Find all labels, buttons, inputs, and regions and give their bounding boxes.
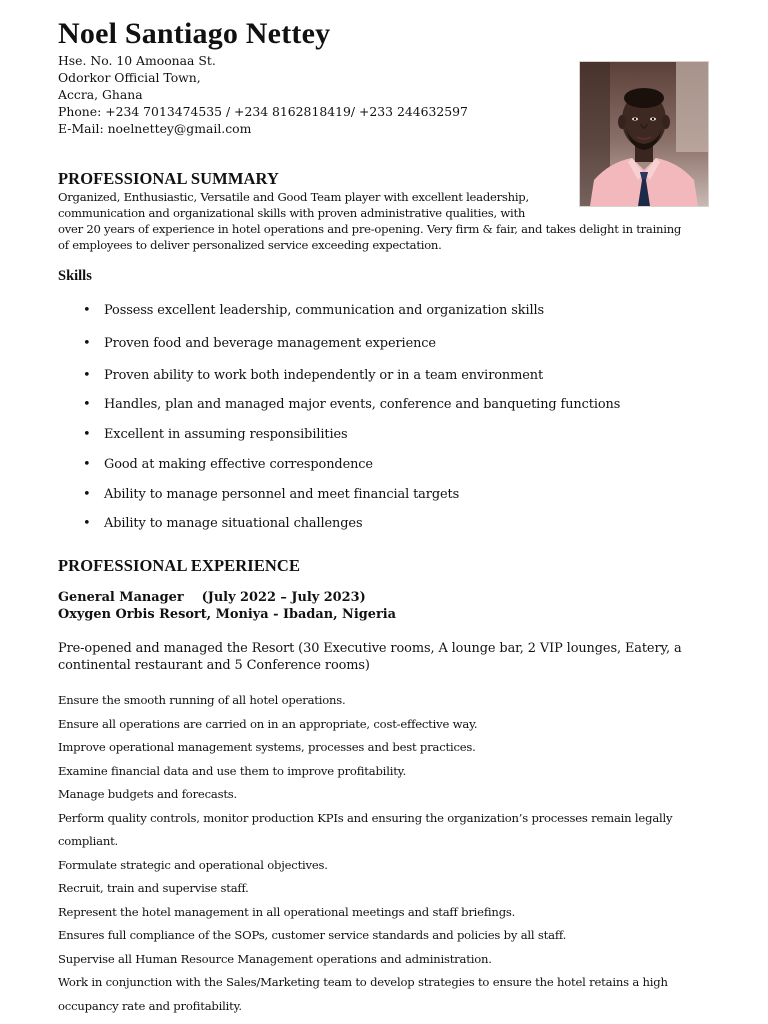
duty-line: compliant. [58, 834, 119, 848]
job-intro [58, 640, 738, 674]
candidate-name: Noel Santiago Nettey [58, 17, 331, 50]
job-intro-line: Pre-opened and managed the Resort (30 Executive rooms, A lounge bar, 2 VIP lounges, Eatery, a [58, 641, 682, 656]
summary-line: communication and organizational skills with proven administrative qualities, with [58, 206, 526, 220]
skill-text: Proven food and beverage management experience [104, 336, 436, 351]
duty-line: Examine financial data and use them to improve profitability. [58, 763, 406, 778]
duty-line: Ensures full compliance of the SOPs, customer service standards and policies by all staff. [58, 928, 567, 942]
duty-line: occupancy rate and profitability. [58, 998, 242, 1013]
duty-line: Ensure all operations are carried on in an appropriate, cost-effective way. [58, 716, 478, 731]
job-title-text: General Manager (July 2022 – July 2023) [58, 590, 366, 605]
bullet-icon: • [83, 336, 91, 351]
duty-line: Represent the hotel management in all operational meetings and staff briefings. [58, 904, 516, 919]
duties-list [58, 689, 748, 1018]
summary-heading: PROFESSIONAL SUMMARY [58, 169, 279, 188]
skill-text: Ability to manage situational challenges [104, 516, 363, 531]
summary-line: over 20 years of experience in hotel operations and pre-opening. Very firm & fair, and takes delight in training [58, 222, 682, 236]
summary-line: of employees to deliver personalized service exceeding expectation. [58, 238, 442, 252]
bullet-icon: • [83, 487, 91, 502]
skill-text: Possess excellent leadership, communication and organization skills [104, 303, 545, 318]
duty-line: Formulate strategic and operational objectives. [58, 857, 328, 872]
experience-heading: PROFESSIONAL EXPERIENCE [58, 556, 301, 575]
bullet-icon: • [83, 303, 91, 318]
address-line-2: Odorkor Official Town, [58, 70, 201, 85]
summary-paragraph [58, 189, 728, 253]
duty-line: Work in conjunction with the Sales/Marketing team to develop strategies to ensure the hotel retains a high [58, 975, 668, 989]
job-intro-line: continental restaurant and 5 Conference rooms) [58, 658, 370, 673]
address-line-1: Hse. No. 10 Amoonaa St. [58, 53, 216, 68]
bullet-icon: • [83, 397, 91, 412]
profile-photo-image [580, 62, 708, 206]
skill-text: Excellent in assuming responsibilities [104, 427, 348, 442]
phone-line: Phone: +234 7013474535 / +234 8162818419/ +233 244632597 [58, 104, 468, 119]
job-company: Oxygen Orbis Resort, Moniya - Ibadan, Nigeria [58, 607, 396, 622]
bullet-icon: • [83, 368, 91, 383]
contact-block [58, 52, 468, 137]
skills-heading: Skills [58, 268, 92, 284]
profile-photo [579, 61, 709, 207]
duty-line: Improve operational management systems, processes and best practices. [58, 740, 476, 754]
duty-line: Manage budgets and forecasts. [58, 787, 238, 801]
bullet-icon: • [83, 516, 91, 531]
summary-line: Organized, Enthusiastic, Versatile and Good Team player with excellent leadership, [58, 190, 529, 204]
duty-line: Supervise all Human Resource Management operations and administration. [58, 951, 492, 966]
skill-text: Good at making effective correspondence [104, 457, 373, 472]
skill-text: Proven ability to work both independently or in a team environment [104, 368, 544, 383]
duty-line: Perform quality controls, monitor production KPIs and ensuring the organization’s processes remain legally [58, 810, 673, 825]
skill-text: Ability to manage personnel and meet financial targets [104, 487, 460, 502]
duty-line: Ensure the smooth running of all hotel operations. [58, 693, 346, 707]
skill-text: Handles, plan and managed major events, conference and banqueting functions [104, 397, 621, 412]
address-line-3: Accra, Ghana [58, 87, 143, 102]
email-line: E-Mail: noelnettey@gmail.com [58, 121, 252, 136]
duty-line: Recruit, train and supervise staff. [58, 881, 249, 895]
job-title [58, 589, 366, 606]
bullet-icon: • [83, 427, 91, 442]
bullet-icon: • [83, 457, 91, 472]
